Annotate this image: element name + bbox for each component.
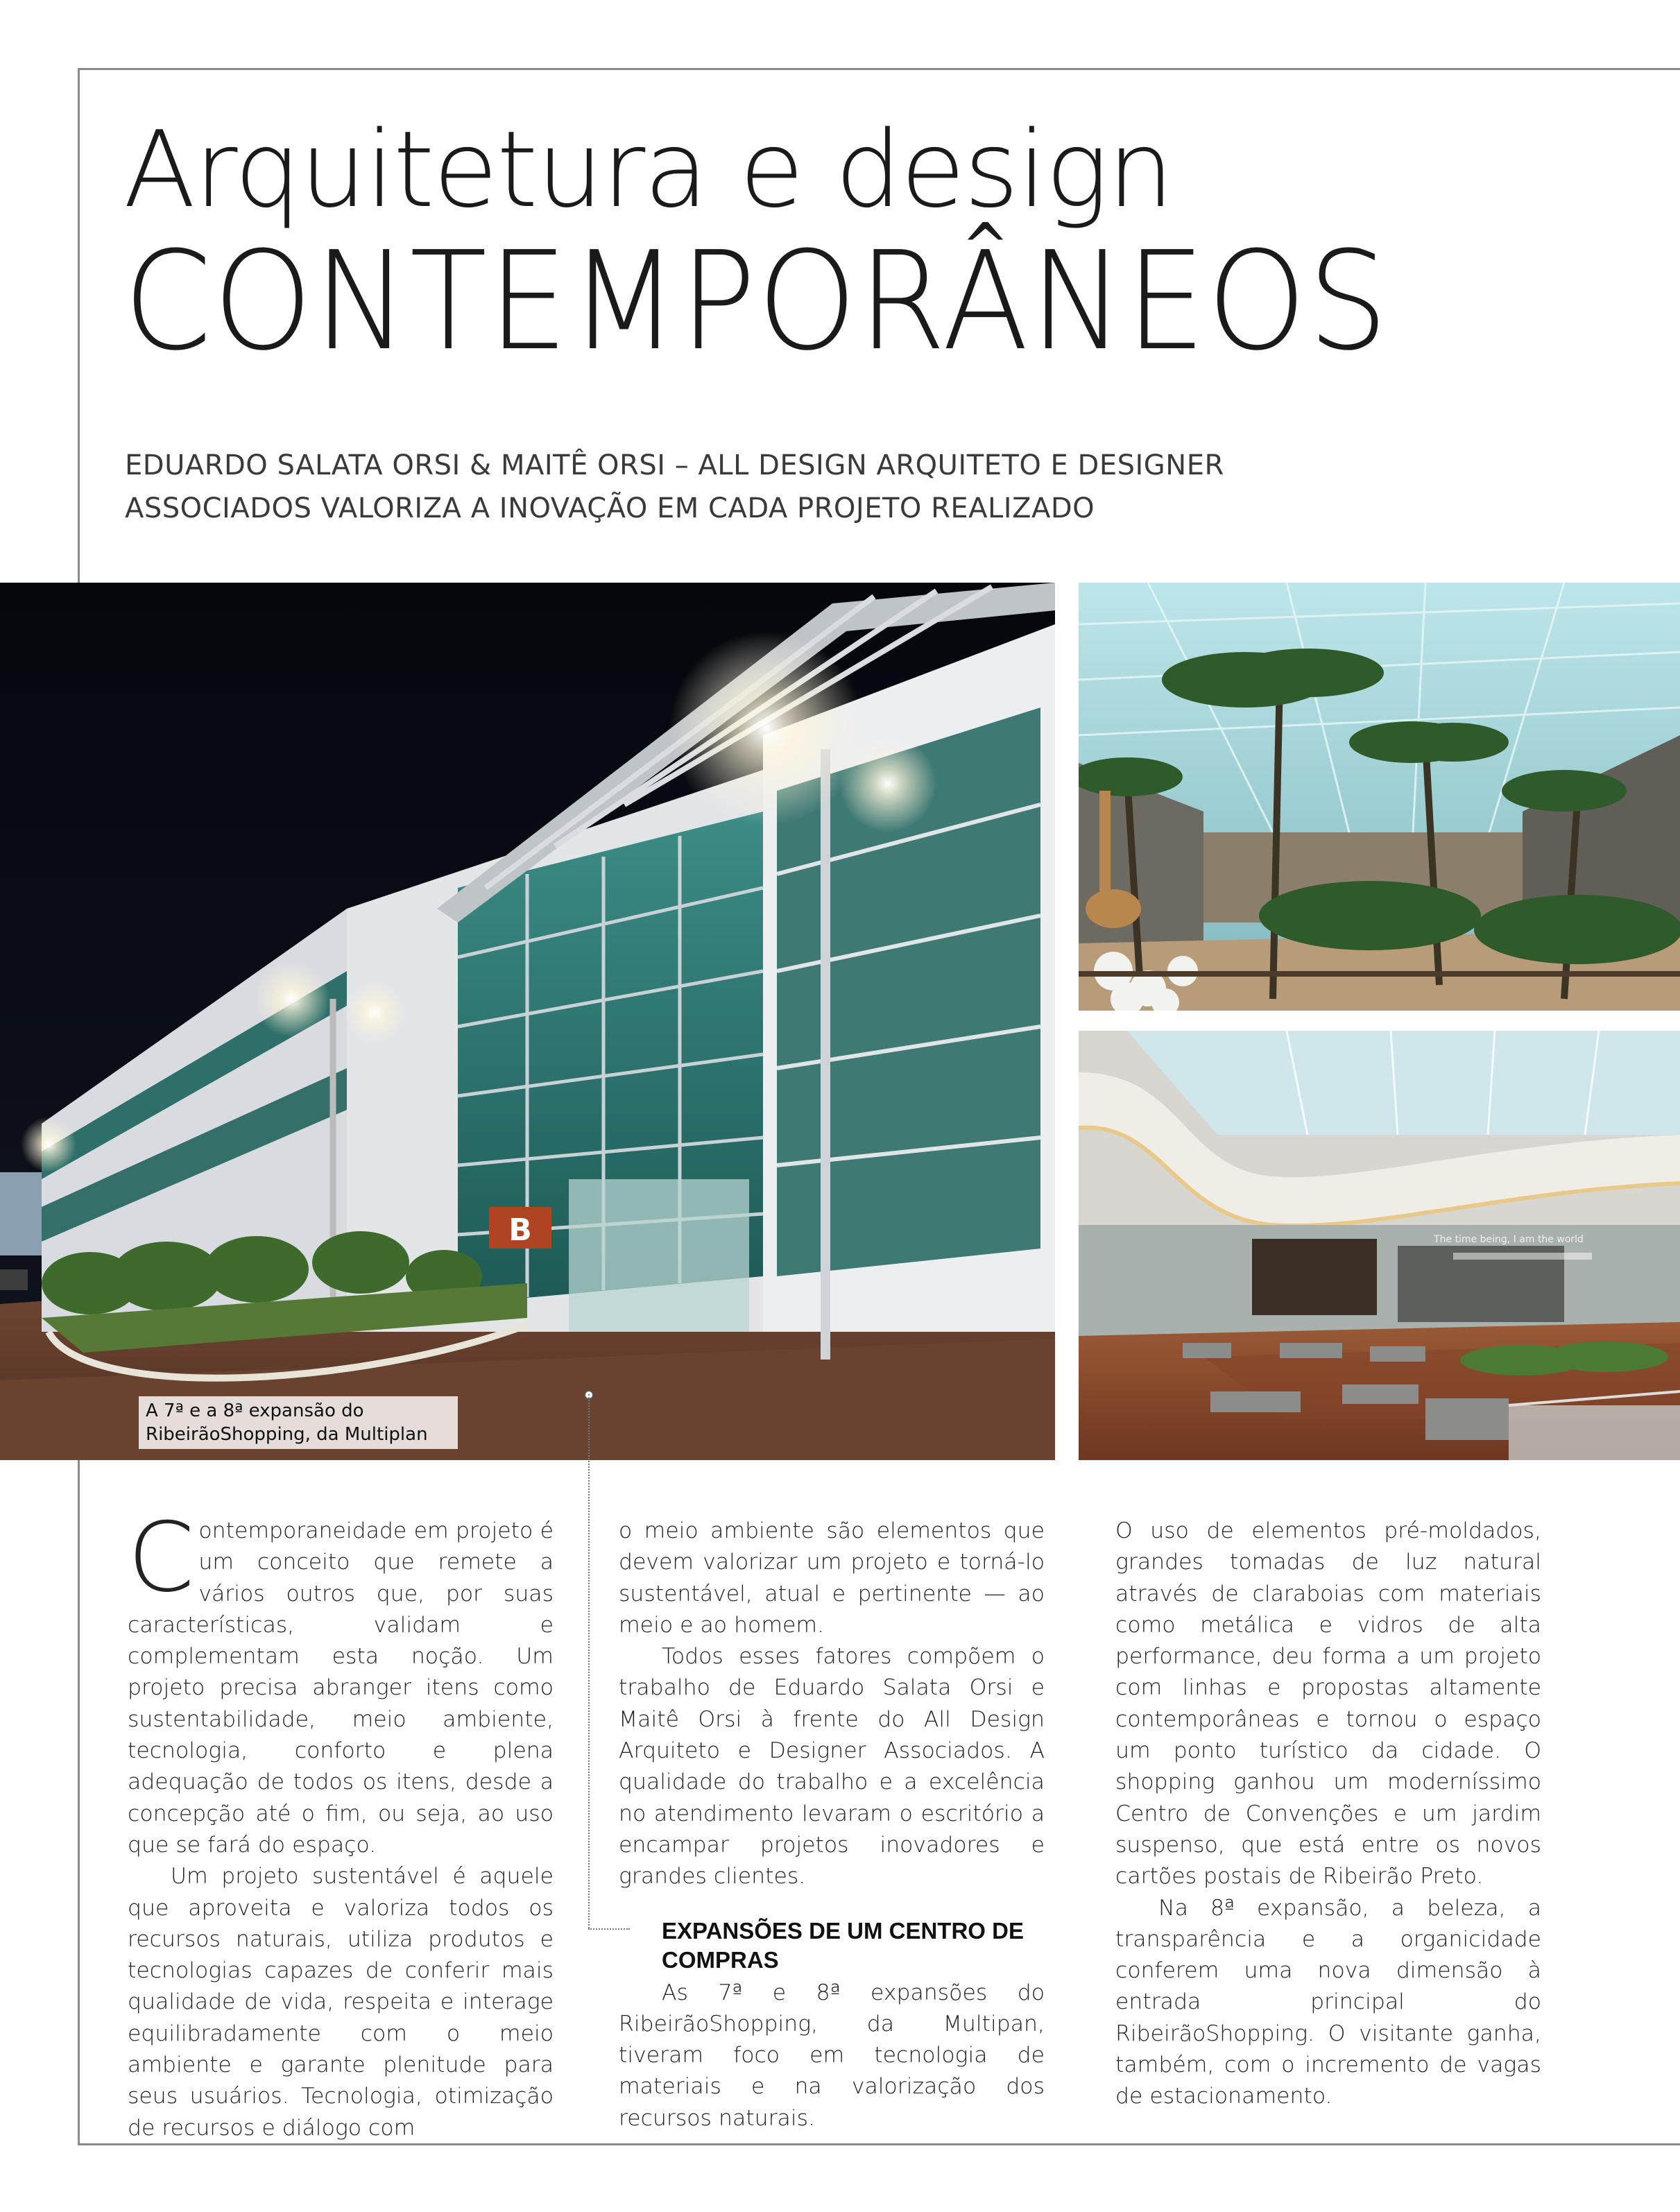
article-column-1 [128,1502,554,2144]
dropcap-letter: C [128,1502,195,1613]
article-paragraph: o meio ambiente são elementos que devem valorizar um projeto e torná-lo sustentável, atual e pertinente — ao meio e ao homem. [619,1518,1045,1638]
frame-left-rule [78,68,80,583]
title-line-1: Arquitetura e design [123,108,1173,231]
photo-caption: A 7ª e a 8ª expansão do RibeirãoShopping, da Multiplan [139,1396,458,1449]
article-paragraph: As 7ª e 8ª expansões do RibeirãoShopping, da Multipan, tiveram foco em tecnologia de materiais e na valorização dos recursos naturais. [619,1980,1045,2131]
paragraph-text: ontemporaneidade em projeto é um conceito que remete a vários outros que, por suas características, validam e complementam esta noção. Um projeto precisa abranger itens como sustentabilidade, meio ambiente, tecnologia, conforto e plena adequação de todos os itens, desde a concepção até o fim, ou seja, ao uso que se fará do espaço. [128,1518,554,1858]
subtitle [125,444,1304,530]
frame-top-rule [78,68,1680,70]
photo-building-exterior-night [0,583,1055,1460]
article-column-3 [1115,1516,1541,2113]
frame-left-rule-lower [78,1460,80,2144]
subtitle-line-1: EDUARDO SALATA ORSI & MAITÊ ORSI – ALL DESIGN ARQUITETO E DESIGNER [125,449,1224,481]
article-paragraph: O uso de elementos pré-moldados, grandes tomadas de luz natural através de claraboias com materiais como metálica e vidros de alta performance, deu forma a um projeto com linhas e propostas altamente contemporâneas e tornou o espaço um ponto turístico da cidade. O shopping ganhou um moderníssimo Centro de Convenções e um jardim suspenso, que está entre os novos cartões postais de Ribeirão Preto. [1115,1518,1541,1889]
article-paragraph: Na 8ª expansão, a beleza, a transparência e a organicidade conferem uma nova dimensão à entrada principal do RibeirãoShopping. O visitante ganha, também, com o incremento de vagas de estacionamento. [1115,1895,1541,2109]
article-paragraph: Um projeto sustentável é aquele que aproveita e valoriza todos os recursos naturais, utiliza produtos e tecnologias capazes de conferir mais qualidade de vida, respeita e interage equilibradamente com o meio ambiente e garante plenitude para seus usuários. Tecnologia, otimização de recursos e diálogo com [128,1864,554,2141]
subtitle-line-2: ASSOCIADOS VALORIZA A INOVAÇÃO EM CADA PROJETO REALIZADO [125,492,1095,524]
title-line-2: CONTEMPORÂNEOS [123,223,1389,381]
photo-mall-interior [1079,1031,1680,1460]
caption-leader-line [588,1394,590,1928]
interior-sign: The time being, I am the world [1434,1234,1584,1245]
article-column-2 [619,1516,1045,2134]
photo-atrium-garden [1079,583,1680,1011]
article-paragraph: Todos esses fatores compõem o trabalho de Eduardo Salata Orsi e Maitê Orsi à frente do All Design Arquiteto e Designer Associados. A qualidade do trabalho e a excelência no atendimento levaram o escritório a encampar projetos inovadores e grandes clientes. [619,1644,1045,1889]
article-paragraph [128,1502,554,1861]
entrance-sign-letter: B [508,1212,532,1248]
section-heading: EXPANSÕES DE UM CENTRO DE COMPRAS [662,1917,1024,1973]
